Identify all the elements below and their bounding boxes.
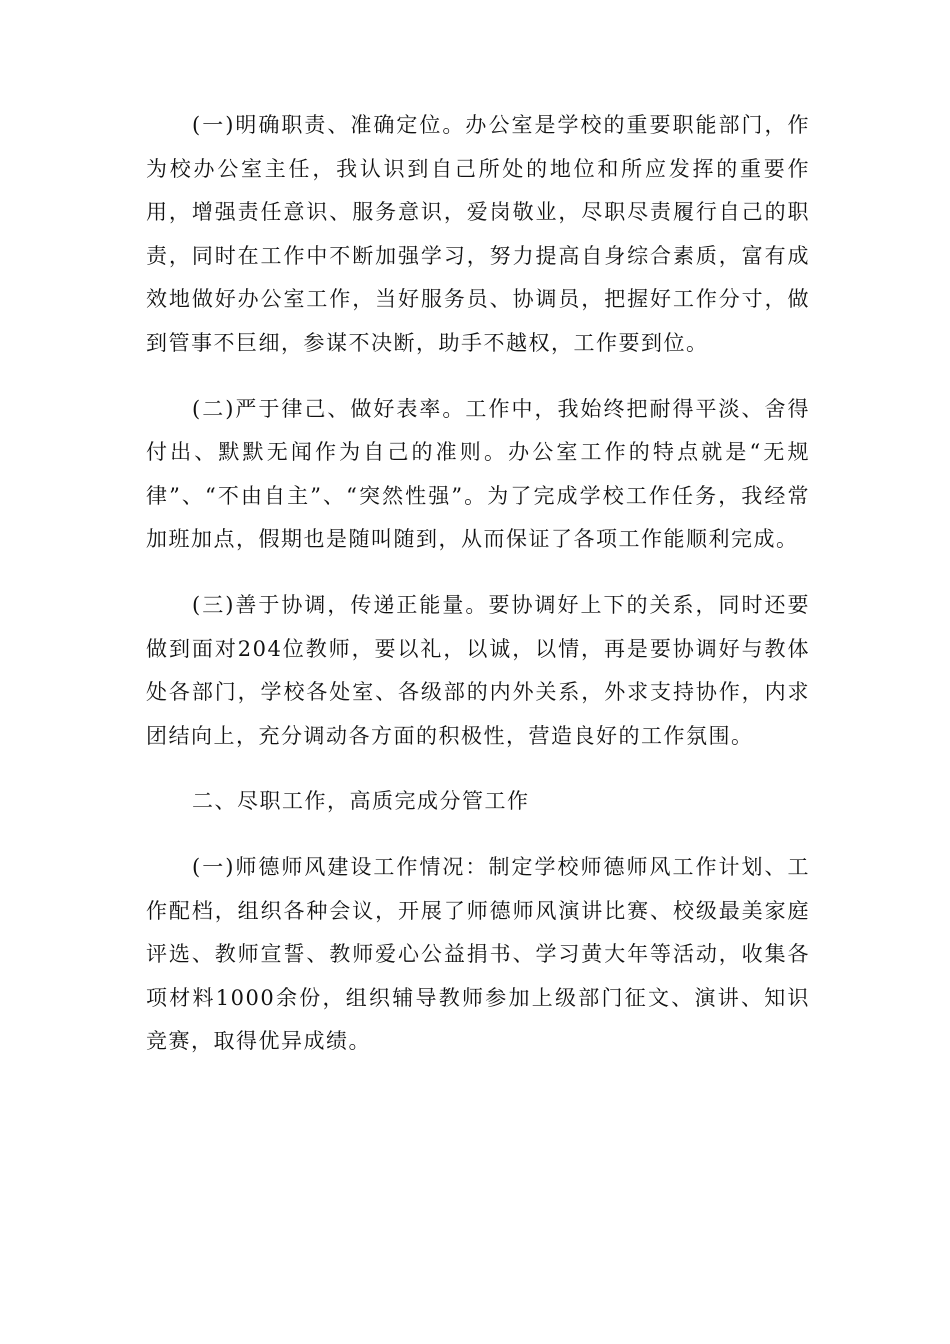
- paragraph-coordination: (三)善于协调，传递正能量。要协调好上下的关系，同时还要做到面对204位教师，要以礼，以诚，以情，再是要协调好与教体处各部门，学校各处室、各级部的内外关系，外求支持协作，内求团结向上，充分调动各方面的积极性，营造良好的工作氛围。: [146, 592, 810, 748]
- section-heading-two: 二、尽职工作，高质完成分管工作: [192, 789, 530, 814]
- paragraph-self-discipline: (二)严于律己、做好表率。工作中，我始终把耐得平淡、舍得付出、默默无闻作为自己的准则。办公室工作的特点就是“无规律”、“不由自主”、“突然性强”。为了完成学校工作任务，我经常加班加点，假期也是随叫随到，从而保证了各项工作能顺利完成。: [146, 396, 810, 552]
- paragraph-teacher-ethics: (一)师德师风建设工作情况：制定学校师德师风工作计划、工作配档，组织各种会议，开展了师德师风演讲比赛、校级最美家庭评选、教师宣誓、教师爱心公益捐书、学习黄大年等活动，收集各项材料1000余份，组织辅导教师参加上级部门征文、演讲、知识竞赛，取得优异成绩。: [146, 854, 810, 1054]
- paragraph-duty-positioning: (一)明确职责、准确定位。办公室是学校的重要职能部门，作为校办公室主任，我认识到自己所处的地位和所应发挥的重要作用，增强责任意识、服务意识，爱岗敬业，尽职尽责履行自己的职责，同时在工作中不断加强学习，努力提高自身综合素质，富有成效地做好办公室工作，当好服务员、协调员，把握好工作分寸，做到管事不巨细，参谋不决断，助手不越权，工作要到位。: [146, 113, 810, 355]
- document-body: [146, 104, 810, 1086]
